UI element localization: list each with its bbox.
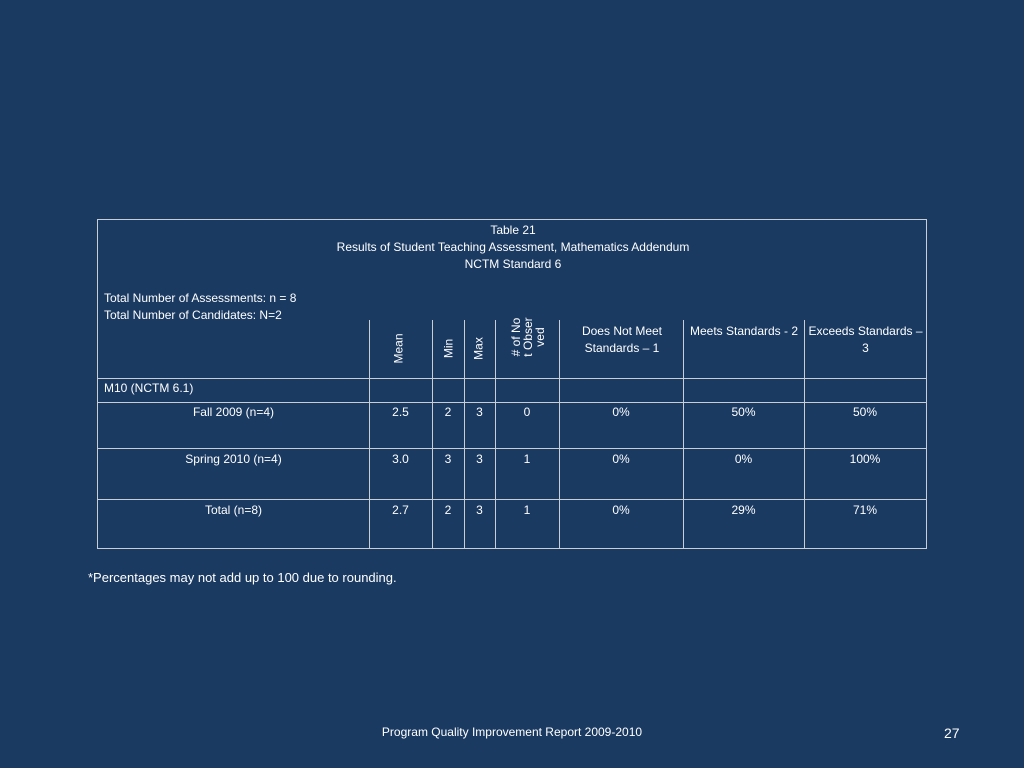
cell-meets: 29% <box>731 503 756 517</box>
cell-exceeds: 71% <box>852 503 878 517</box>
section-label: M10 (NCTM 6.1) <box>104 381 194 395</box>
cell-mean: 2.7 <box>392 503 409 517</box>
grid-line <box>98 499 926 500</box>
header-exceeds: Exceeds Standards – 3 <box>808 324 923 355</box>
header-meets: Meets Standards - 2 <box>689 324 799 338</box>
table-title-block <box>98 220 928 320</box>
cell-not-observed: 0 <box>523 405 531 419</box>
row-label: Total (n=8) <box>204 503 263 517</box>
grid-line <box>98 448 926 449</box>
header-min: Min <box>441 338 456 359</box>
cell-meets: 0% <box>734 452 753 466</box>
rounding-footnote: *Percentages may not add up to 100 due to rounding. <box>88 570 397 585</box>
page-number: 27 <box>944 725 960 741</box>
total-assessments: Total Number of Assessments: n = 8 <box>104 291 297 305</box>
table-title: Results of Student Teaching Assessment, Mathematics Addendum <box>336 240 690 254</box>
table-subtitle: NCTM Standard 6 <box>464 257 562 271</box>
cell-not-observed: 1 <box>523 452 531 466</box>
cell-does-not-meet: 0% <box>612 405 630 419</box>
cell-mean: 3.0 <box>392 452 409 466</box>
cell-exceeds: 50% <box>852 405 878 419</box>
row-label: Fall 2009 (n=4) <box>192 405 275 419</box>
table-number: Table 21 <box>490 223 536 237</box>
cell-min: 3 <box>444 452 452 466</box>
header-not-observed: # of Not Observed <box>509 317 547 357</box>
cell-exceeds: 100% <box>849 452 881 466</box>
row-label: Spring 2010 (n=4) <box>185 452 282 466</box>
cell-mean: 2.5 <box>392 405 409 419</box>
cell-meets: 50% <box>731 405 756 419</box>
cell-max: 3 <box>476 405 483 419</box>
cell-max: 3 <box>476 503 483 517</box>
cell-max: 3 <box>476 452 483 466</box>
header-mean: Mean <box>391 333 406 364</box>
cell-not-observed: 1 <box>523 503 531 517</box>
cell-does-not-meet: 0% <box>612 452 630 466</box>
cell-min: 2 <box>444 405 452 419</box>
grid-line <box>98 402 926 403</box>
results-table <box>97 219 927 549</box>
cell-does-not-meet: 0% <box>612 503 630 517</box>
grid-line <box>98 378 926 379</box>
cell-min: 2 <box>444 503 452 517</box>
report-footer: Program Quality Improvement Report 2009-2010 <box>381 725 643 739</box>
header-does-not-meet: Does Not Meet Standards – 1 <box>581 324 663 355</box>
total-candidates: Total Number of Candidates: N=2 <box>104 308 282 322</box>
header-max: Max <box>471 337 486 360</box>
